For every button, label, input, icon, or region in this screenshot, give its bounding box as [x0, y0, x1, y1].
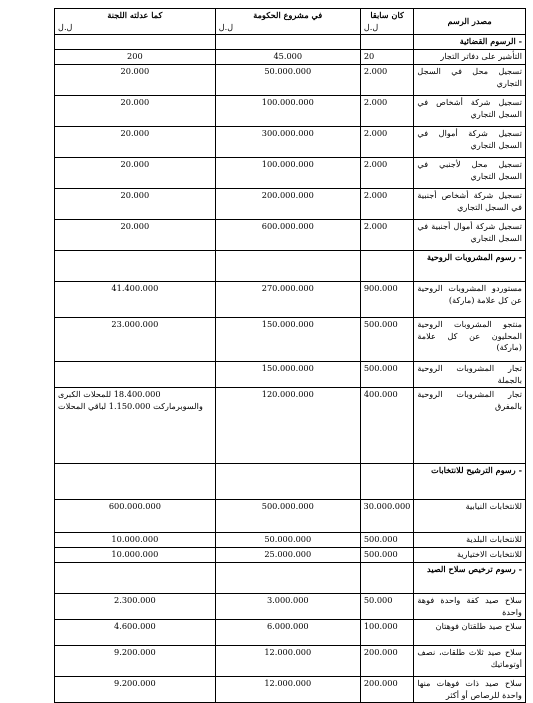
gov-value: 45.000	[215, 50, 360, 65]
table-row	[55, 50, 526, 65]
gov-value: 3.000.000	[215, 594, 360, 620]
table-row	[55, 282, 526, 318]
table-row	[55, 65, 526, 96]
gov-cell	[215, 35, 360, 50]
committee-value: 4.600.000	[55, 620, 216, 646]
fee-description: سلاح صيد كفة واحدة فوهة واحدة	[414, 594, 526, 620]
header-desc: مصدر الرسم	[414, 9, 526, 35]
committee-value: 20.000	[55, 220, 216, 251]
section-row	[55, 35, 526, 50]
fee-description: للانتخابات النيابية	[414, 500, 526, 533]
gov-value: 500.000.000	[215, 500, 360, 533]
committee-value: 10.000.000	[55, 533, 216, 548]
table-row	[55, 158, 526, 189]
gov-value: 25.000.000	[215, 548, 360, 563]
gov-cell	[215, 251, 360, 282]
table-row	[55, 96, 526, 127]
committee-value: 41.400.000	[55, 282, 216, 318]
gov-value: 300.000.000	[215, 127, 360, 158]
prev-value: 200.000	[360, 677, 414, 703]
table-row	[55, 646, 526, 677]
prev-value: 500.000	[360, 533, 414, 548]
header-prev	[360, 9, 414, 35]
table-row	[55, 318, 526, 362]
table-row	[55, 500, 526, 533]
prev-value: 500.000	[360, 362, 414, 388]
gov-value: 120.000.000	[215, 388, 360, 464]
gov-value: 50.000.000	[215, 533, 360, 548]
prev-value: 20	[360, 50, 414, 65]
gov-cell	[215, 464, 360, 500]
committee-cell	[55, 35, 216, 50]
prev-value: 2.000	[360, 220, 414, 251]
committee-value: 20.000	[55, 127, 216, 158]
prev-cell	[360, 563, 414, 594]
committee-cell	[55, 563, 216, 594]
committee-value: 10.000.000	[55, 548, 216, 563]
prev-value: 50.000	[360, 594, 414, 620]
committee-value: 20.000	[55, 158, 216, 189]
prev-value: 30.000.000	[360, 500, 414, 533]
header-gov-unit: ل.ل	[218, 21, 234, 32]
table-row	[55, 620, 526, 646]
prev-value: 500.000	[360, 318, 414, 362]
gov-value: 6.000.000	[215, 620, 360, 646]
prev-value: 200.000	[360, 646, 414, 677]
committee-value: 20.000	[55, 189, 216, 220]
section-title: - الرسوم القضائية	[414, 35, 526, 50]
committee-value: 18.400.000 للمحلات الكبرى والسوبرماركت 1.150.000 لباقي المحلات	[55, 388, 216, 464]
fee-description: سلاح صيد ثلاث طلقات، نصف أوتوماتيك	[414, 646, 526, 677]
header-gov	[215, 9, 360, 35]
gov-value: 150.000.000	[215, 318, 360, 362]
fee-description: منتجو المشروبات الروحية المحليون عن كل علامة (ماركة)	[414, 318, 526, 362]
header-committee	[55, 9, 216, 35]
prev-value: 400.000	[360, 388, 414, 464]
header-prev-label: كان سابقا	[370, 10, 404, 20]
gov-value: 12.000.000	[215, 677, 360, 703]
gov-value: 12.000.000	[215, 646, 360, 677]
gov-value: 270.000.000	[215, 282, 360, 318]
committee-value	[55, 362, 216, 388]
prev-value: 2.000	[360, 127, 414, 158]
fee-description: للانتخابات البلدية	[414, 533, 526, 548]
fee-description: تسجيل محل في السجل التجاري	[414, 65, 526, 96]
committee-value: 200	[55, 50, 216, 65]
fee-description: سلاح صيد طلقتان فوهتان	[414, 620, 526, 646]
section-row	[55, 251, 526, 282]
table-body	[55, 35, 526, 703]
header-prev-unit: ل.ل	[363, 21, 379, 32]
gov-value: 100.000.000	[215, 158, 360, 189]
committee-value: 23.000.000	[55, 318, 216, 362]
prev-value: 500.000	[360, 548, 414, 563]
fee-description: التأشير على دفاتر التجار	[414, 50, 526, 65]
committee-value: 2.300.000	[55, 594, 216, 620]
fee-description: تجار المشروبات الروحية بالجملة	[414, 362, 526, 388]
fee-description: تجار المشروبات الروحية بالمفرق	[414, 388, 526, 464]
gov-value: 150.000.000	[215, 362, 360, 388]
committee-value: 600.000.000	[55, 500, 216, 533]
header-committee-label: كما عدلته اللجنة	[107, 10, 163, 20]
committee-value: 20.000	[55, 65, 216, 96]
table-header-row	[55, 9, 526, 35]
prev-value: 2.000	[360, 96, 414, 127]
table-row	[55, 220, 526, 251]
committee-value: 9.200.000	[55, 646, 216, 677]
prev-value: 2.000	[360, 158, 414, 189]
prev-value: 900.000	[360, 282, 414, 318]
prev-cell	[360, 464, 414, 500]
prev-value: 2.000	[360, 189, 414, 220]
table-row	[55, 548, 526, 563]
committee-value: 9.200.000	[55, 677, 216, 703]
section-row	[55, 563, 526, 594]
fee-description: تسجيل شركة أموال في السجل التجاري	[414, 127, 526, 158]
fee-description: تسجيل شركة أموال أجنبية في السجل التجاري	[414, 220, 526, 251]
table-row	[55, 388, 526, 464]
table-row	[55, 594, 526, 620]
section-row	[55, 464, 526, 500]
section-title: - رسوم المشروبات الروحية	[414, 251, 526, 282]
header-gov-label: في مشروع الحكومة	[253, 10, 323, 20]
prev-cell	[360, 35, 414, 50]
fee-description: للانتخابات الاختيارية	[414, 548, 526, 563]
fee-description: تسجيل شركة أشخاص في السجل التجاري	[414, 96, 526, 127]
fee-description: مستوردو المشروبات الروحية عن كل علامة (ماركة)	[414, 282, 526, 318]
prev-cell	[360, 251, 414, 282]
gov-value: 600.000.000	[215, 220, 360, 251]
committee-cell	[55, 464, 216, 500]
section-title: - رسوم ترخيص سلاح الصيد	[414, 563, 526, 594]
gov-value: 200.000.000	[215, 189, 360, 220]
fee-description: تسجيل شركة أشخاص أجنبية في السجل التجاري	[414, 189, 526, 220]
committee-value: 20.000	[55, 96, 216, 127]
table-row	[55, 189, 526, 220]
table-row	[55, 127, 526, 158]
committee-cell	[55, 251, 216, 282]
gov-value: 100.000.000	[215, 96, 360, 127]
table-row	[55, 533, 526, 548]
fee-description: سلاح صيد ذات فوهات منها واحدة للرصاص أو أكثر	[414, 677, 526, 703]
fee-description: تسجيل محل لأجنبي في السجل التجاري	[414, 158, 526, 189]
gov-cell	[215, 563, 360, 594]
gov-value: 50.000.000	[215, 65, 360, 96]
prev-value: 100.000	[360, 620, 414, 646]
section-title: - رسوم الترشيح للانتخابات	[414, 464, 526, 500]
table-row	[55, 677, 526, 703]
header-committee-unit: ل.ل	[58, 21, 73, 32]
prev-value: 2.000	[360, 65, 414, 96]
fees-table	[54, 8, 526, 703]
table-row	[55, 362, 526, 388]
